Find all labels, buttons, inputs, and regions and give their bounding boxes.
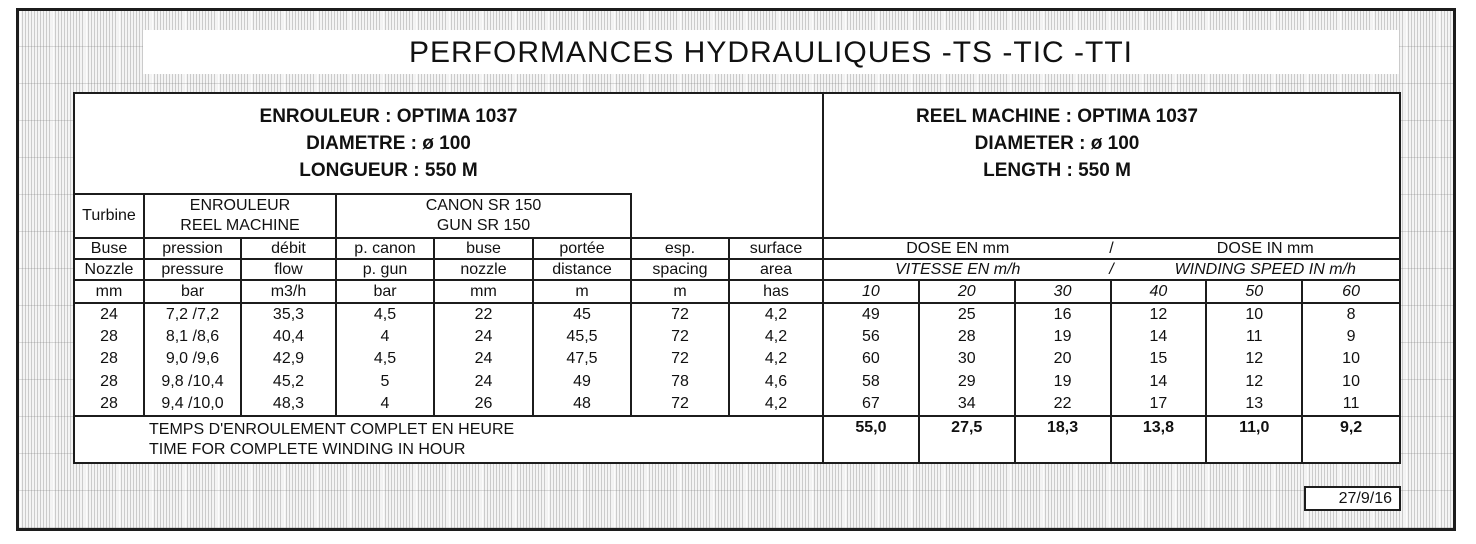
winding-time-row (75, 415, 1399, 462)
col-header: distance (534, 260, 632, 279)
data-cell: 8,1 /8,6 (145, 326, 242, 348)
total-cell: 55,0 (824, 417, 920, 462)
data-cell: 11 (1342, 394, 1360, 412)
gun-cell: CANON SR 150 GUN SR 150 (337, 195, 632, 237)
performance-table (73, 92, 1401, 464)
col-header: portée (534, 239, 632, 258)
machine-diameter-fr: DIAMETRE : ø 100 (306, 133, 471, 154)
data-cell: 42,9 (242, 348, 337, 370)
turbine-header-row (75, 193, 632, 237)
col-header: Buse (75, 239, 145, 258)
data-cell: 10 (1342, 350, 1360, 368)
data-cell: 20 (1016, 348, 1112, 370)
winding-time-label-fr: TEMPS D'ENROULEMENT COMPLET EN HEURE (149, 421, 515, 438)
data-cell: 4,5 (337, 348, 435, 370)
data-cell: 17 (1112, 393, 1208, 415)
winding-time-labels (75, 417, 822, 462)
data-cell: 48 (534, 393, 632, 415)
col-header: area (759, 260, 793, 278)
data-cell: 8 (1346, 306, 1356, 324)
machine-spec-en (824, 103, 1290, 184)
column-header-row-en (75, 258, 1399, 279)
total-cell: 13,8 (1112, 417, 1208, 462)
speed-cell: 30 (1016, 281, 1112, 302)
data-cell: 12 (1207, 348, 1303, 370)
col-header: spacing (632, 260, 730, 279)
col-header: p. canon (337, 239, 435, 258)
dose-label-fr: DOSE EN mm (906, 239, 1010, 257)
data-cell: 58 (824, 371, 920, 393)
total-cell: 11,0 (1207, 417, 1303, 462)
data-cell: 4 (337, 326, 435, 348)
data-cell: 19 (1016, 371, 1112, 393)
col-header: p. gun (337, 260, 435, 279)
total-cell: 18,3 (1016, 417, 1112, 462)
data-cell: 28 (920, 326, 1016, 348)
data-cell: 16 (1016, 304, 1112, 326)
data-cell: 12 (1207, 371, 1303, 393)
col-header: débit (242, 239, 337, 258)
col-header: esp. (632, 239, 730, 258)
left-header-fr (75, 239, 822, 258)
left-units (75, 281, 822, 302)
unit-cell: m3/h (242, 281, 337, 302)
col-header: nozzle (435, 260, 534, 279)
speed-cell: 50 (1207, 281, 1303, 302)
data-cell: 13 (1207, 393, 1303, 415)
speed-cell: 60 (1342, 282, 1360, 300)
col-header: pression (145, 239, 242, 258)
data-cell: 78 (632, 371, 730, 393)
data-rows-section (75, 302, 1399, 415)
data-cell: 49 (824, 304, 920, 326)
data-cell: 28 (75, 371, 145, 393)
data-cell: 24 (435, 371, 534, 393)
machine-length-en: LENGTH : 550 M (983, 160, 1131, 181)
machine-name-en: REEL MACHINE : OPTIMA 1037 (916, 106, 1198, 127)
data-cell: 9,4 /10,0 (145, 393, 242, 415)
data-cell: 72 (632, 393, 730, 415)
machine-spec-fr (145, 103, 632, 184)
left-header-en (75, 260, 822, 279)
data-cell: 12 (1112, 304, 1208, 326)
data-cell: 24 (435, 348, 534, 370)
data-cell: 4,2 (764, 394, 788, 412)
col-header: buse (435, 239, 534, 258)
dose-separator: / (1109, 239, 1114, 257)
table-header-section (75, 94, 1399, 237)
data-cell: 25 (920, 304, 1016, 326)
data-cell: 4,2 (764, 350, 788, 368)
data-cell: 9,8 /10,4 (145, 371, 242, 393)
unit-cell: bar (145, 281, 242, 302)
header-left-half (75, 94, 822, 237)
data-cell: 49 (534, 371, 632, 393)
data-cell: 30 (920, 348, 1016, 370)
data-cell: 72 (632, 304, 730, 326)
data-cell: 28 (75, 326, 145, 348)
data-cell: 47,5 (534, 348, 632, 370)
unit-cell: bar (337, 281, 435, 302)
data-cell: 4,5 (337, 304, 435, 326)
page-title: PERFORMANCES HYDRAULIQUES -TS -TIC -TTI (143, 30, 1399, 74)
machine-diameter-en: DIAMETER : ø 100 (974, 133, 1140, 154)
right-data-grid (822, 304, 1399, 415)
data-cell: 45,5 (534, 326, 632, 348)
data-cell: 9 (1346, 328, 1356, 346)
winding-time-values (822, 417, 1399, 462)
data-cell: 24 (435, 326, 534, 348)
reel-machine-cell: ENROULEUR REEL MACHINE (145, 195, 337, 237)
unit-cell: m (632, 281, 730, 302)
header-right-half (822, 94, 1399, 237)
data-cell: 29 (920, 371, 1016, 393)
left-data-grid (75, 304, 822, 415)
data-cell: 4 (337, 393, 435, 415)
col-header: flow (242, 260, 337, 279)
data-cell: 22 (435, 304, 534, 326)
data-cell: 60 (824, 348, 920, 370)
unit-cell: mm (435, 281, 534, 302)
speed-cell: 20 (920, 281, 1016, 302)
data-cell: 56 (824, 326, 920, 348)
data-cell: 48,3 (242, 393, 337, 415)
data-cell: 67 (824, 393, 920, 415)
units-row (75, 279, 1399, 302)
data-cell: 34 (920, 393, 1016, 415)
data-cell: 11 (1207, 326, 1303, 348)
data-cell: 22 (1016, 393, 1112, 415)
data-cell: 35,3 (242, 304, 337, 326)
unit-cell: m (534, 281, 632, 302)
data-cell: 45,2 (242, 371, 337, 393)
column-header-row-fr (75, 237, 1399, 258)
col-header: Nozzle (75, 260, 145, 279)
speed-label-fr: VITESSE EN m/h (895, 260, 1021, 278)
data-cell: 4,2 (764, 328, 788, 346)
speed-cell: 40 (1112, 281, 1208, 302)
data-cell: 26 (435, 393, 534, 415)
data-cell: 72 (632, 326, 730, 348)
data-cell: 7,2 /7,2 (145, 304, 242, 326)
dose-label-en: DOSE IN mm (1216, 239, 1314, 257)
unit-cell: has (763, 282, 789, 300)
dose-header-row (822, 239, 1399, 258)
data-cell: 4,6 (764, 372, 788, 390)
data-cell: 28 (75, 393, 145, 415)
col-header: surface (749, 239, 803, 257)
machine-length-fr: LONGUEUR : 550 M (299, 160, 478, 181)
data-cell: 19 (1016, 326, 1112, 348)
unit-cell: mm (75, 281, 145, 302)
total-cell: 27,5 (920, 417, 1016, 462)
data-cell: 45 (534, 304, 632, 326)
data-cell: 72 (632, 348, 730, 370)
data-cell: 10 (1207, 304, 1303, 326)
data-cell: 28 (75, 348, 145, 370)
data-cell: 4,2 (764, 306, 788, 324)
data-cell: 15 (1112, 348, 1208, 370)
speed-values-row (822, 281, 1399, 302)
date-stamp: 27/9/16 (1304, 486, 1401, 511)
data-cell: 9,0 /9,6 (145, 348, 242, 370)
col-header: pressure (145, 260, 242, 279)
speed-separator: / (1109, 260, 1114, 278)
data-cell: 10 (1342, 372, 1360, 390)
speed-label-en: WINDING SPEED IN m/h (1174, 260, 1356, 278)
speed-cell: 10 (824, 281, 920, 302)
turbine-cell: Turbine (75, 195, 145, 237)
data-cell: 40,4 (242, 326, 337, 348)
data-cell: 5 (337, 371, 435, 393)
speed-header-row (822, 260, 1399, 279)
winding-time-label-en: TIME FOR COMPLETE WINDING IN HOUR (149, 441, 466, 458)
machine-name-fr: ENROULEUR : OPTIMA 1037 (259, 106, 518, 127)
data-cell: 24 (75, 304, 145, 326)
data-cell: 14 (1112, 371, 1208, 393)
data-cell: 14 (1112, 326, 1208, 348)
total-cell: 9,2 (1339, 419, 1363, 436)
